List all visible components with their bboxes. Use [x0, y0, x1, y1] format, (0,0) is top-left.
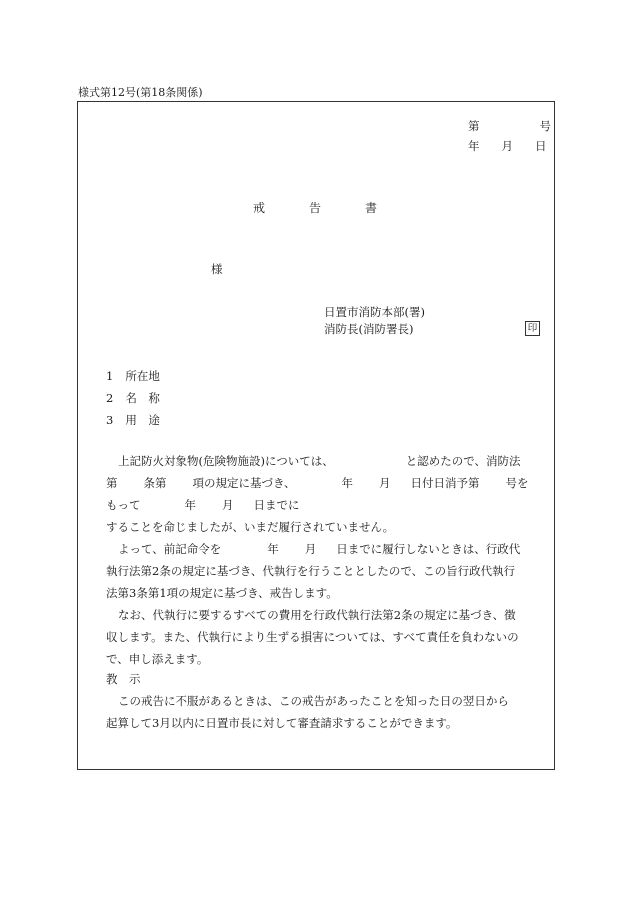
- para2-line1: よって、前記命令を 年 月 日までに履行しないときは、行政代: [118, 542, 521, 556]
- date-day: 日: [535, 139, 547, 153]
- doc-number-prefix: 第: [468, 119, 480, 133]
- item-number: 3: [106, 413, 114, 427]
- date-month: 月: [501, 139, 513, 153]
- notice-line1: この戒告に不服があるときは、この戒告があったことを知った日の翌日から: [118, 694, 509, 708]
- form-number-label: 様式第12号(第18条関係): [78, 86, 203, 99]
- para1-line4: することを命じましたが、いまだ履行されていません。: [106, 520, 395, 534]
- title-char-3: 書: [365, 201, 378, 215]
- body-text: [106, 450, 530, 670]
- item-label: 名 称: [125, 391, 160, 405]
- addressee-honorific: 様: [211, 262, 223, 276]
- notice-section: [106, 668, 530, 734]
- doc-number-suffix: 号: [539, 119, 551, 133]
- document-number: [468, 118, 551, 134]
- para1-line2: 第 条第 項の規定に基づき、 年 月 日付日消予第 号を: [106, 476, 529, 490]
- seal-icon: 印: [525, 321, 540, 336]
- para3-line1: なお、代執行に要するすべての費用を行政代執行法第2条の規定に基づき、徴: [118, 608, 516, 622]
- date-year: 年: [468, 139, 480, 153]
- para2-line2: 執行法第2条の規定に基づき、代執行を行うこととしたので、この旨行政代執行: [106, 564, 516, 578]
- para2-line3: 法第3条第1項の規定に基づき、戒告します。: [106, 586, 338, 600]
- notice-line2: 起算して3月以内に日置市長に対して審査請求することができます。: [106, 716, 458, 730]
- item-name: [106, 390, 160, 406]
- item-number: 1: [106, 369, 114, 383]
- title-char-2: 告: [309, 201, 322, 215]
- item-label: 用 途: [125, 413, 160, 427]
- document-title: [253, 199, 377, 216]
- notice-heading: 教 示: [106, 672, 141, 686]
- para3-line2: 収します。また、代執行により生ずる損害については、すべて責任を負わないの: [106, 630, 519, 644]
- issuer-department: 日置市消防本部(署): [324, 305, 425, 319]
- issuer-title: 消防長(消防署長): [324, 322, 414, 336]
- item-location: [106, 368, 160, 384]
- item-label: 所在地: [125, 369, 160, 383]
- title-char-1: 戒: [253, 201, 266, 215]
- item-use: [106, 412, 160, 428]
- item-number: 2: [106, 391, 114, 405]
- para3-line3: で、申し添えます。: [106, 652, 209, 666]
- seal-mark: [525, 320, 540, 336]
- para1-line1: 上記防火対象物(危険物施設)については、 と認めたので、消防法: [118, 454, 521, 468]
- para1-line3: もって 年 月 日までに: [106, 498, 300, 512]
- issue-date: [468, 138, 547, 154]
